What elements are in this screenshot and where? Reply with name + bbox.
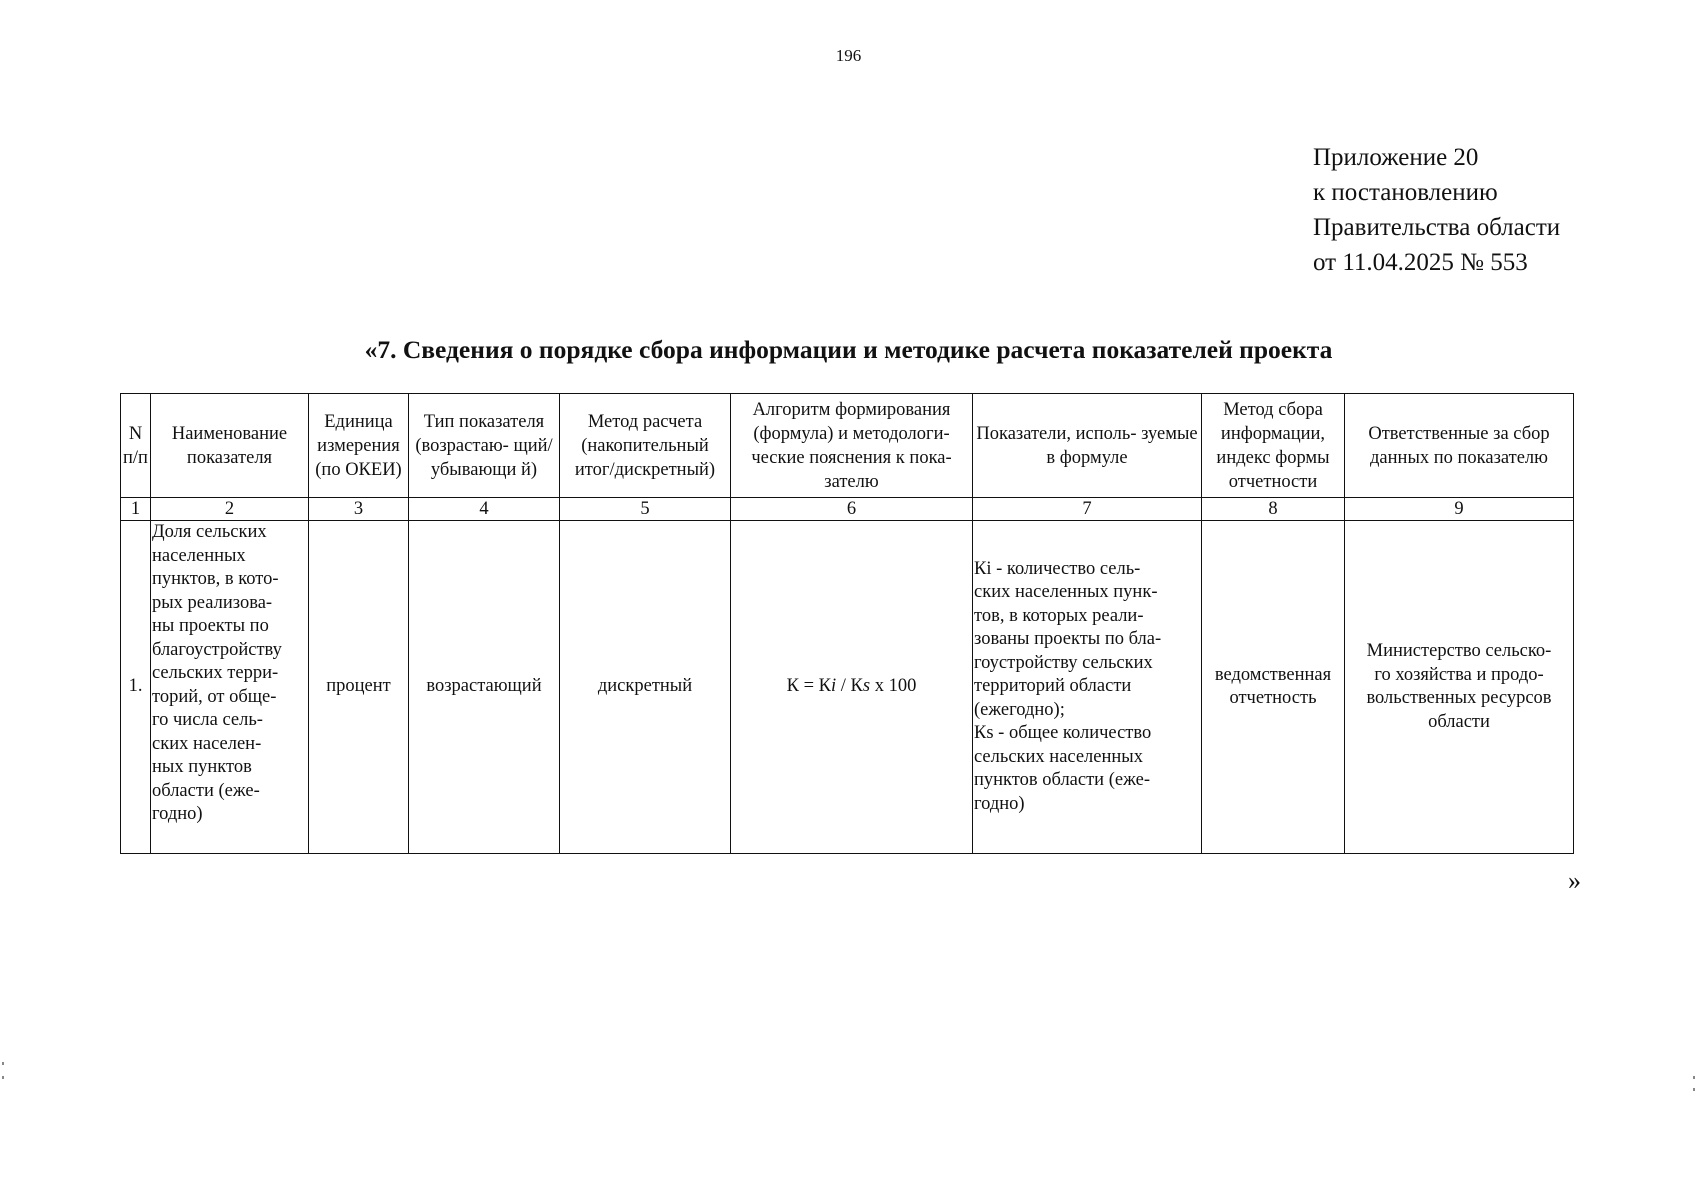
indicator-type: возрастающий (409, 521, 560, 854)
table-row (121, 521, 1574, 854)
row-number: 1. (121, 521, 151, 854)
appendix-line: Приложение 20 (1313, 144, 1479, 171)
calculation-method: дискретный (560, 521, 731, 854)
margin-mark (2, 1062, 4, 1065)
header-cell-number: N п/п (121, 394, 151, 498)
formula-part: / К (836, 676, 863, 697)
header-cell-responsible: Ответственные за сбор данных по показателю (1345, 394, 1574, 498)
formula-variables: Кi - количество сель- ских населенных пунк- тов, в которых реали- зованы проекты по бла- гоустройству сельских территорий области (ежегодно); Кs - общее количество сельских населенных пунктов области (еже- годно) (973, 521, 1202, 854)
header-cell-method: Метод расчета (накопительный итог/дискретный) (560, 394, 731, 498)
indicators-table (120, 393, 1574, 854)
closing-quote: » (1568, 866, 1581, 895)
margin-mark (1693, 1088, 1695, 1091)
column-number: 4 (409, 498, 560, 521)
page-number: 196 (835, 46, 862, 65)
indicator-name: Доля сельских населенных пунктов, в кото- рых реализова- ны проекты по благоустройству сельских терри- торий, от обще- го числа сель- ских населен- ных пунктов области (еже- годно) (151, 521, 309, 854)
header-cell-name: Наименование показателя (151, 394, 309, 498)
column-number: 2 (151, 498, 309, 521)
appendix-block (1313, 140, 1560, 280)
margin-mark (2, 1076, 4, 1079)
header-cell-collection: Метод сбора информации, индекс формы отчетности (1202, 394, 1345, 498)
margin-mark (1693, 1076, 1695, 1079)
responsible-party: Министерство сельско- го хозяйства и продо- вольственных ресурсов области (1345, 521, 1574, 854)
column-number: 5 (560, 498, 731, 521)
header-cell-unit: Единица измерения (по ОКЕИ) (309, 394, 409, 498)
column-number: 1 (121, 498, 151, 521)
column-number: 3 (309, 498, 409, 521)
header-cell-formula: Алгоритм формирования (формула) и методологи- ческие пояснения к пока- зателю (731, 394, 973, 498)
formula-part: К = К (786, 676, 832, 697)
header-cell-type: Тип показателя (возрастаю- щий/убывающи й) (409, 394, 560, 498)
header-row (121, 394, 1574, 498)
column-number-row (121, 498, 1574, 521)
formula-part: х 100 (870, 676, 917, 697)
column-number: 6 (731, 498, 973, 521)
calculation-formula (731, 521, 973, 854)
column-number: 7 (973, 498, 1202, 521)
appendix-line: к постановлению (1313, 179, 1498, 206)
collection-method: ведомственная отчетность (1202, 521, 1345, 854)
appendix-line: от 11.04.2025 № 553 (1313, 249, 1528, 276)
document-title: «7. Сведения о порядке сбора информации и методике расчета показателей проекта (364, 335, 1333, 364)
column-number: 9 (1345, 498, 1574, 521)
appendix-line: Правительства области (1313, 214, 1561, 241)
header-cell-variables: Показатели, исполь- зуемые в формуле (973, 394, 1202, 498)
formula-subscript-i: i (831, 676, 837, 697)
column-number: 8 (1202, 498, 1345, 521)
indicator-unit: процент (309, 521, 409, 854)
formula-subscript-s: s (862, 676, 871, 697)
